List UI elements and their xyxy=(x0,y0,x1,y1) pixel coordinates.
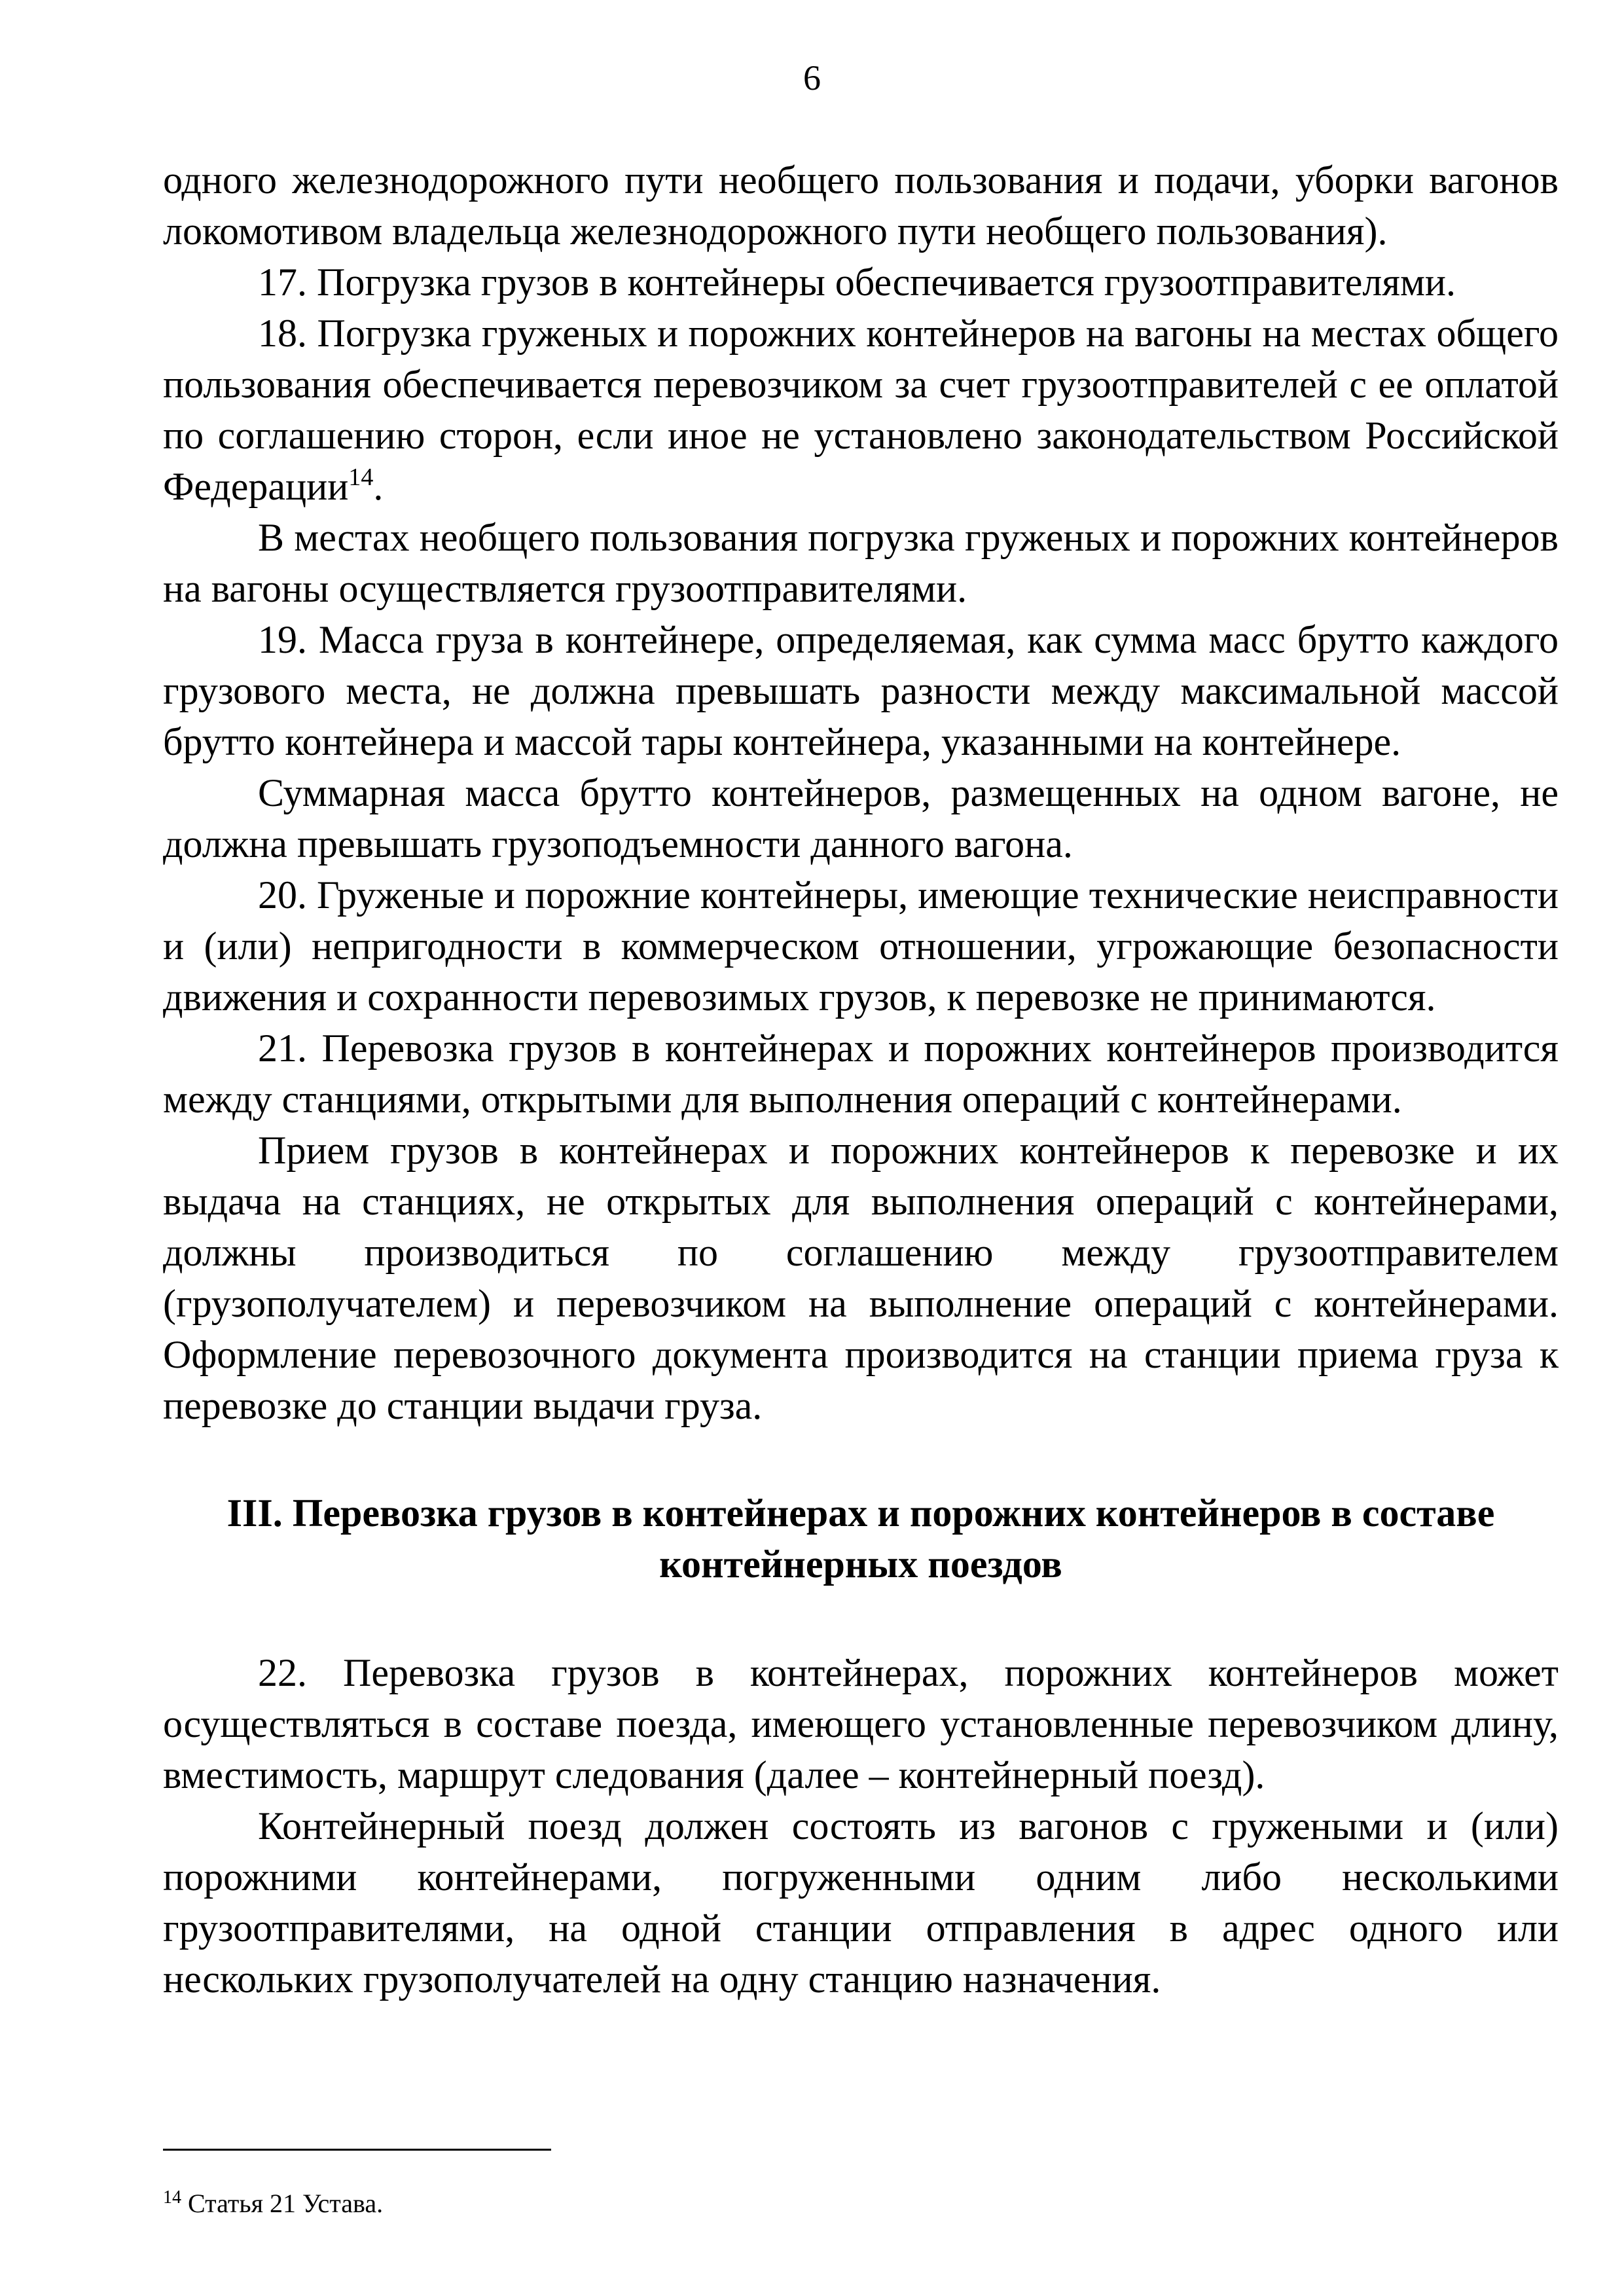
paragraph-19: 19. Масса груза в контейнере, определяемая, как сумма масс брутто каждого грузового места, не должна превышать разности между максимальной массой брутто контейнера и массой тары контейнера, указанными на контейнере. xyxy=(163,618,1559,763)
footnote-separator xyxy=(163,2149,551,2151)
footnote xyxy=(163,2187,383,2221)
section-heading xyxy=(163,1487,1559,1590)
paragraph-22: 22. Перевозка грузов в контейнерах, порожних контейнеров может осуществляться в составе поезда, имеющего установленные перевозчиком длину, вместимость, маршрут следования (далее – контейнерный поезд). xyxy=(163,1651,1559,1796)
footnote-text: Статья 21 Устава. xyxy=(188,2189,384,2218)
paragraph-18 xyxy=(163,308,1559,512)
paragraph-continuation: одного железнодорожного пути необщего пользования и подачи, уборки вагонов локомотивом владельца железнодорожного пути необщего пользования). xyxy=(163,158,1559,253)
section-heading-line-1: III. Перевозка грузов в контейнерах и порожних контейнеров в составе xyxy=(226,1491,1495,1535)
page-number: 6 xyxy=(803,58,821,98)
footnote-number: 14 xyxy=(163,2187,181,2208)
paragraph-21-second: Прием грузов в контейнерах и порожних контейнеров к перевозке и их выдача на станциях, не открытых для выполнения операций с контейнерами, должны производиться по соглашению между грузоотправителем (грузополучателем) и перевозчиком на выполнение операций с контейнерами. Оформление перевозочного документа производится на станции приема груза к перевозке до станции выдачи груза. xyxy=(163,1129,1559,1427)
paragraph-18-end: . xyxy=(373,465,384,508)
footnote-ref-14[interactable]: 14 xyxy=(348,464,374,491)
paragraph-17: 17. Погрузка грузов в контейнеры обеспечивается грузоотправителями. xyxy=(258,261,1456,304)
paragraph-19-second: Суммарная масса брутто контейнеров, размещенных на одном вагоне, не должна превышать грузоподъемности данного вагона. xyxy=(163,771,1559,866)
paragraph-18-second: В местах необщего пользования погрузка груженых и порожних контейнеров на вагоны осуществляется грузоотправителями. xyxy=(163,516,1559,610)
paragraph-22-second: Контейнерный поезд должен состоять из вагонов с гружеными и (или) порожними контейнерами, погруженными одним либо несколькими грузоотправителями, на одной станции отправления в адрес одного или нескольких грузополучателей на одну станцию назначения. xyxy=(163,1804,1559,2001)
document-body xyxy=(163,155,1559,2005)
paragraph-18-text: 18. Погрузка груженых и порожних контейнеров на вагоны на местах общего пользования обеспечивается перевозчиком за счет грузоотправителей с ее оплатой по соглашению сторон, если иное не установлено законодательством Российской Федерации xyxy=(163,312,1559,508)
paragraph-21: 21. Перевозка грузов в контейнерах и порожних контейнеров производится между станциями, открытыми для выполнения операций с контейнерами. xyxy=(163,1027,1559,1121)
paragraph-20: 20. Груженые и порожние контейнеры, имеющие технические неисправности и (или) непригодности в коммерческом отношении, угрожающие безопасности движения и сохранности перевозимых грузов, к перевозке не принимаются. xyxy=(163,873,1559,1019)
section-heading-line-2: контейнерных поездов xyxy=(659,1542,1062,1586)
